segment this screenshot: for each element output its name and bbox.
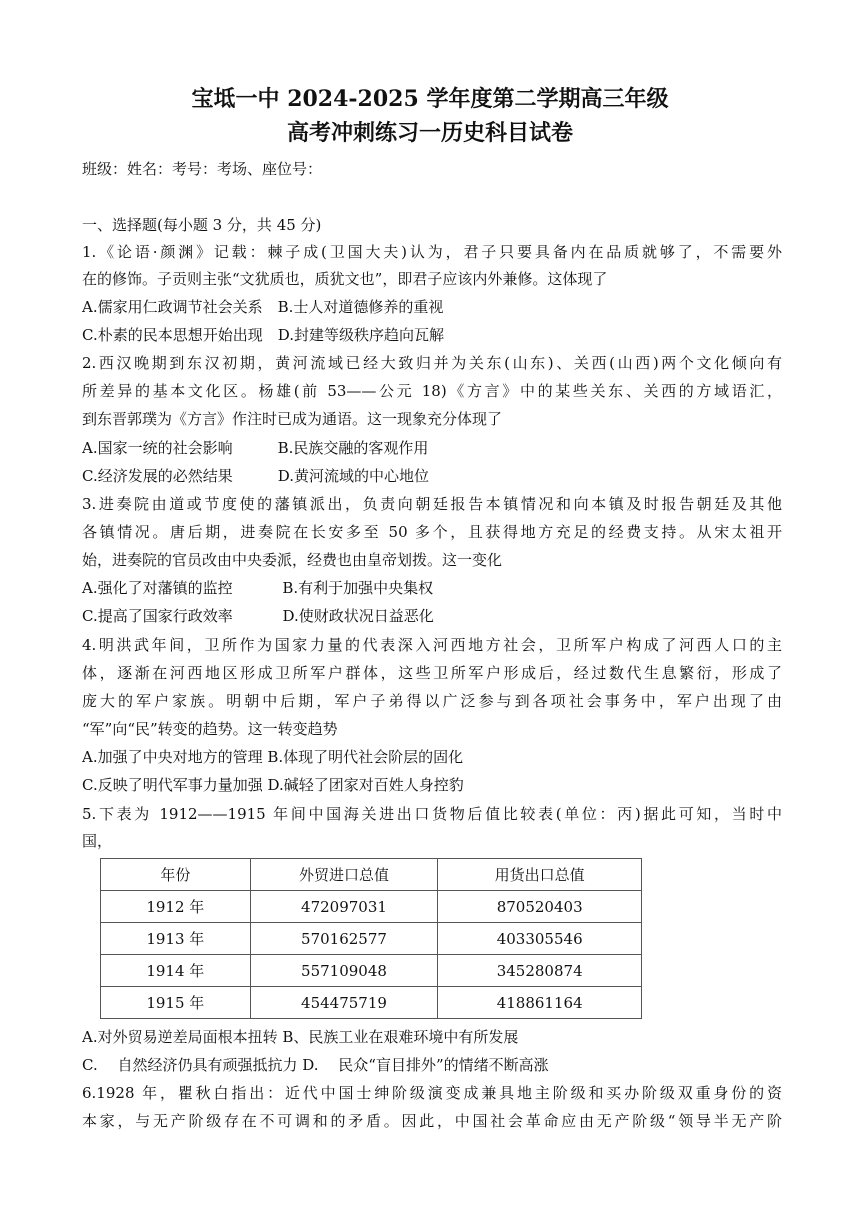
question-4-option-line: A.加强了中央对地方的管理 B.体现了明代社会阶层的固化 xyxy=(82,748,464,766)
question-4-stem-line: “军”向“民”转变的趋势。这一转变趋势 xyxy=(82,720,338,738)
table-header-cell: 用货出口总值 xyxy=(438,859,642,891)
student-info-line: 班级：姓名：考号：考场、座位号： xyxy=(82,160,323,178)
question-4-stem-line: 庞大的军户家族。明朝中后期，军户子弟得以广泛参与到各项社会事务中，军户出现了由 xyxy=(82,692,782,710)
table-cell: 1914 年 xyxy=(101,955,251,987)
exam-title-line1: 宝坻一中 2024-2025 学年度第二学期高三年级 xyxy=(191,86,669,112)
table-cell: 1912 年 xyxy=(101,891,251,923)
table-header-cell: 年份 xyxy=(101,859,251,891)
question-5-stem-line: 国， xyxy=(82,832,113,850)
question-2-stem-line: 所差异的基本文化区。杨雄(前 53——公元 18)《方言》中的某些关东、关西的方域语汇， xyxy=(82,382,782,400)
question-5-option-line: C. 自然经济仍具有顽强抵抗力 D. 民众“盲目排外”的情绪不断高涨 xyxy=(82,1056,549,1074)
question-4-option-line: C.反映了明代军事力量加强 D.碱轻了团家对百姓人身控豹 xyxy=(82,776,464,794)
table-cell: 1915 年 xyxy=(101,987,251,1019)
question-3-option-line: C.提高了国家行政效率 D.使财政状况日益恶化 xyxy=(82,607,434,625)
question-4-stem-line: 体，逐渐在河西地区形成卫所军户群体，这些卫所军户形成后，经过数代生息繁衍，形成了 xyxy=(82,664,782,682)
question-3-stem-line: 始，进奏院的官员改由中央委派，经费也由皇帝划拨。这一变化 xyxy=(82,551,503,569)
question-2-option-line: C.经济发展的必然结果 D.黄河流域的中心地位 xyxy=(82,467,429,485)
table-header-row xyxy=(101,859,642,891)
table-cell: 345280874 xyxy=(438,955,642,987)
table-cell: 403305546 xyxy=(438,923,642,955)
question-3-stem-line: 3.进奏院由道或节度使的藩镇派出，负责向朝廷报告本镇情况和向本镇及时报告朝廷及其他 xyxy=(82,495,782,513)
question-1-stem-line: 1.《论语·颜渊》记载：棘子成(卫国大夫)认为，君子只要具备内在品质就够了，不需要外 xyxy=(82,243,782,261)
question-6-stem-line: 本家，与无产阶级存在不可调和的矛盾。因此，中国社会革命应由无产阶级“领导半无产阶 xyxy=(82,1112,782,1130)
question-2-stem-line: 2.西汉晚期到东汉初期，黄河流域已经大致归并为关东(山东)、关西(山西)两个文化倾向有 xyxy=(82,354,782,372)
question-1-stem-line: 在的修饰。子贡则主张“文犹质也，质犹文也”，即君子应该内外兼修。这体现了 xyxy=(82,270,608,288)
table-cell: 870520403 xyxy=(438,891,642,923)
table-cell: 557109048 xyxy=(250,955,438,987)
trade-table xyxy=(100,858,642,1019)
question-2-stem-line: 到东晋郭璞为《方言》作注时已成为通语。这一现象充分体现了 xyxy=(82,410,503,428)
question-1-option-line: C.朴素的民本思想开始出现 D.封建等级秩序趋向瓦解 xyxy=(82,326,444,344)
table-cell: 418861164 xyxy=(438,987,642,1019)
question-5-stem-line: 5.下表为 1912——1915 年间中国海关进出口货物后值比较表(单位：丙)据此可知，当时中 xyxy=(82,805,782,823)
question-6-stem-line: 6.1928 年，瞿秋白指出：近代中国士绅阶级演变成兼具地主阶级和买办阶级双重身份的资 xyxy=(82,1084,782,1102)
table-row xyxy=(101,891,642,923)
table-row xyxy=(101,923,642,955)
section-heading: 一、选择题(每小题 3 分，共 45 分) xyxy=(82,216,322,234)
table-row xyxy=(101,955,642,987)
table-header-cell: 外贸进口总值 xyxy=(250,859,438,891)
question-4-stem-line: 4.明洪武年间，卫所作为国家力量的代表深入河西地方社会，卫所军户构成了河西人口的主 xyxy=(82,636,782,654)
table-cell: 570162577 xyxy=(250,923,438,955)
question-3-option-line: A.强化了对藩镇的监控 B.有利于加强中央集权 xyxy=(82,579,434,597)
table-cell: 472097031 xyxy=(250,891,438,923)
table-cell: 454475719 xyxy=(250,987,438,1019)
question-1-option-line: A.儒家用仁政调节社会关系 B.士人对道德修养的重视 xyxy=(82,298,444,316)
table-row xyxy=(101,987,642,1019)
question-5-option-line: A.对外贸易逆差局面根本扭转 B、民族工业在艰难环境中有所发展 xyxy=(82,1028,519,1046)
exam-title-line2: 高考冲刺练习一历史科目试卷 xyxy=(286,120,573,146)
table-cell: 1913 年 xyxy=(101,923,251,955)
question-3-stem-line: 各镇情况。唐后期，进奏院在长安多至 50 多个，且获得地方充足的经费支持。从宋太祖开 xyxy=(82,523,782,541)
question-2-option-line: A.国家一统的社会影响 B.民族交融的客观作用 xyxy=(82,439,429,457)
